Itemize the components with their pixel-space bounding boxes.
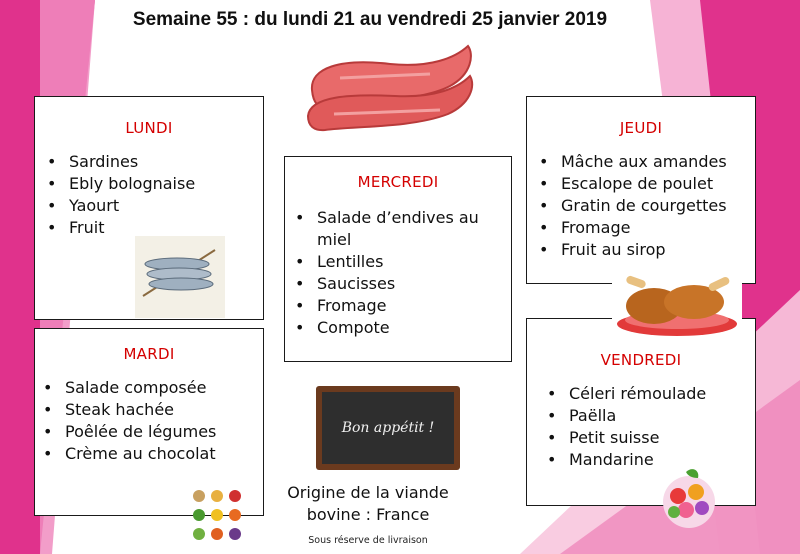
- monday-menu-list: [47, 151, 263, 239]
- list-item: • Crème au chocolat: [43, 443, 263, 465]
- delivery-note: Sous réserve de livraison: [308, 535, 428, 546]
- sardines-icon: [135, 236, 225, 318]
- list-item: • Sardines: [47, 151, 263, 173]
- day-title-friday: VENDREDI: [600, 351, 682, 369]
- origin-line-2: bovine : France: [306, 505, 430, 524]
- list-item: • Petit suisse: [547, 427, 755, 449]
- fruit-icon: [656, 466, 722, 532]
- list-item: • Poêlée de légumes: [43, 421, 263, 443]
- thursday-menu-list: [539, 151, 755, 261]
- sausage-icon: [300, 38, 480, 133]
- wednesday-box: [284, 156, 512, 362]
- list-item: • Lentilles: [295, 251, 511, 273]
- roast-chicken-icon: [612, 274, 742, 340]
- list-item: • Escalope de poulet: [539, 173, 755, 195]
- day-title-wednesday: MERCREDI: [357, 173, 439, 191]
- list-item: • Fromage: [295, 295, 511, 317]
- tuesday-menu-list: [43, 377, 263, 465]
- list-item: • Salade d’endives au miel: [295, 207, 511, 251]
- list-item: • Gratin de courgettes: [539, 195, 755, 217]
- day-title-tuesday: MARDI: [123, 345, 175, 363]
- list-item: • Saucisses: [295, 273, 511, 295]
- list-item: • Fromage: [539, 217, 755, 239]
- day-title-thursday: JEUDI: [619, 119, 663, 137]
- page-title: Semaine 55 : du lundi 21 au vendredi 25 janvier 2019: [132, 9, 608, 30]
- list-item: • Céleri rémoulade: [547, 383, 755, 405]
- meat-origin: [268, 482, 468, 526]
- list-item: • Mandarine: [547, 449, 755, 471]
- chalkboard-text: Bon appétit !: [341, 420, 435, 436]
- wednesday-menu-list: [295, 207, 511, 339]
- list-item: • Steak hachée: [43, 399, 263, 421]
- vegetables-icon: [190, 486, 246, 544]
- list-item: • Fruit au sirop: [539, 239, 755, 261]
- list-item: • Fruit: [47, 217, 263, 239]
- day-title-monday: LUNDI: [125, 119, 173, 137]
- list-item: • Mâche aux amandes: [539, 151, 755, 173]
- list-item: • Paëlla: [547, 405, 755, 427]
- list-item: • Compote: [295, 317, 511, 339]
- list-item: • Yaourt: [47, 195, 263, 217]
- origin-line-1: Origine de la viande: [287, 483, 449, 502]
- chalkboard-icon: [316, 386, 460, 470]
- list-item: • Salade composée: [43, 377, 263, 399]
- list-item: • Ebly bolognaise: [47, 173, 263, 195]
- friday-menu-list: [547, 383, 755, 471]
- thursday-box: [526, 96, 756, 284]
